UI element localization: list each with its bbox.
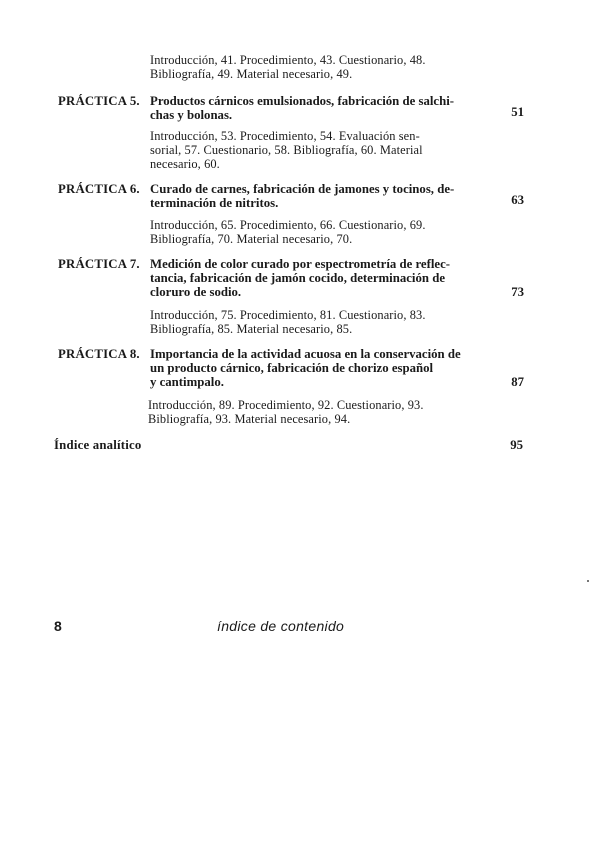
practice-5-page: 51 — [511, 105, 524, 119]
practice-8-sub-line-2: Bibliografía, 93. Material necesario, 94. — [148, 412, 351, 426]
practice-6-label: PRÁCTICA 6. — [58, 182, 140, 196]
index-label: Índice analítico — [54, 438, 142, 452]
scan-speck — [587, 580, 589, 582]
practice-6-title-line-1: Curado de carnes, fabricación de jamones y tocinos, de- — [150, 182, 455, 196]
practice-8-sub-line-1: Introducción, 89. Procedimiento, 92. Cuestionario, 93. — [148, 398, 424, 412]
practice-7-title-line-3: cloruro de sodio. — [150, 285, 242, 299]
practice-8-title-line-2: un producto cárnico, fabricación de chorizo español — [150, 361, 434, 375]
practice-5-sub-line-1: Introducción, 53. Procedimiento, 54. Evaluación sen- — [150, 129, 420, 143]
footer-page-number: 8 — [54, 618, 62, 634]
practice-7-title-line-1: Medición de color curado por espectrometría de reflec- — [150, 257, 451, 271]
practice-8-label: PRÁCTICA 8. — [58, 347, 140, 361]
practice-6-sub-line-1: Introducción, 65. Procedimiento, 66. Cuestionario, 69. — [150, 218, 426, 232]
continuation-line-1: Introducción, 41. Procedimiento, 43. Cuestionario, 48. — [150, 53, 426, 67]
practice-8-title-line-3: y cantimpalo. — [150, 375, 224, 389]
index-page: 95 — [510, 438, 523, 452]
practice-8-title-line-1: Importancia de la actividad acuosa en la conservación de — [150, 347, 461, 361]
practice-7-sub-line-2: Bibliografía, 85. Material necesario, 85. — [150, 322, 353, 336]
practice-6-sub-line-2: Bibliografía, 70. Material necesario, 70. — [150, 232, 353, 246]
practice-6-page: 63 — [511, 193, 524, 207]
practice-7-label: PRÁCTICA 7. — [58, 257, 140, 271]
practice-5-sub-line-2: sorial, 57. Cuestionario, 58. Bibliografía, 60. Material — [150, 143, 423, 157]
practice-7-page: 73 — [511, 285, 524, 299]
footer-running-title: índice de contenido — [217, 618, 345, 634]
practice-5-sub-line-3: necesario, 60. — [150, 157, 220, 171]
practice-7-sub-line-1: Introducción, 75. Procedimiento, 81. Cuestionario, 83. — [150, 308, 426, 322]
continuation-line-2: Bibliografía, 49. Material necesario, 49. — [150, 67, 353, 81]
practice-5-title-line-2: chas y bolonas. — [150, 108, 233, 122]
practice-6-title-line-2: terminación de nitritos. — [150, 196, 279, 210]
practice-5-label: PRÁCTICA 5. — [58, 94, 140, 108]
practice-8-page: 87 — [511, 375, 524, 389]
practice-7-title-line-2: tancia, fabricación de jamón cocido, determinación de — [150, 271, 446, 285]
practice-5-title-line-1: Productos cárnicos emulsionados, fabricación de salchi- — [150, 94, 455, 108]
